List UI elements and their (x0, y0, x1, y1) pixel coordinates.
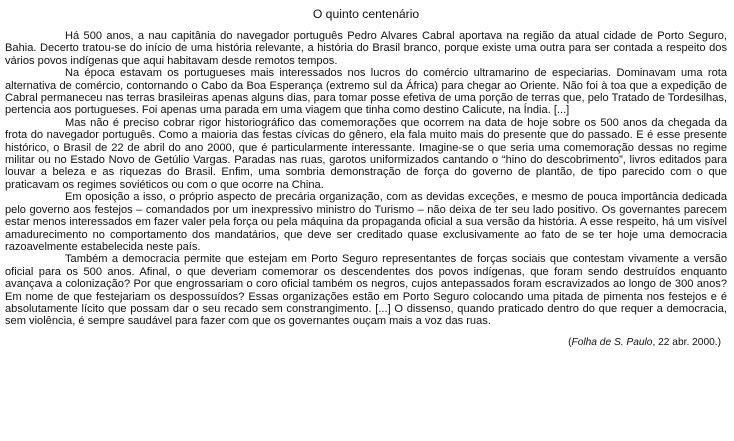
paragraph: Também a democracia permite que estejam em Porto Seguro representantes de forças sociais que contestam vivamente a versão oficial para os 500 anos. Afinal, o que deveriam comemorar os descendentes dos povos indígenas, que foram sendo destruídos enquanto avançava a colonização? Por que engrossariam o coro oficial também os negros, cujos antepassados foram escravizados ao longo de 300 anos? Em nome de que festejariam os despossuídos? Essas organizações estão em Porto Seguro colocando uma pitada de pimenta nos festejos e é absolutamente lícito que possam dar o seu recado sem constrangimento. [...] O dissenso, quando praticado dentro do que requer a democracia, sem violência, é sempre saudável para fazer com que os governantes ouçam mais a voz das ruas. (5, 253, 727, 328)
article (5, 6, 727, 349)
source-citation: (Folha de S. Paulo, 22 abr. 2000.) (568, 336, 721, 348)
article-source (5, 336, 727, 349)
paragraph: Na época estavam os portugueses mais interessados nos lucros do comércio ultramarino de especiarias. Dominavam uma rota alternativa de comércio, contornando o Cabo da Boa Esperança (extremo sul da África) para chegar ao Oriente. Não foi à toa que a expedição de Cabral permaneceu nas terras brasileiras apenas alguns dias, para tomar posse efetiva de uma porção de terras que, pelo Tratado de Tordesilhas, pertencia aos portugueses. Foi apenas uma parada em uma viagem que tinha como destino Calicute, na Índia. [...] (5, 67, 727, 117)
paragraph: Mas não é preciso cobrar rigor historiográfico das comemorações que ocorrem na data de hoje sobre os 500 anos da chegada da frota do navegador português. Como a maioria das festas cívicas do gênero, ela fala muito mais do presente que do passado. E é esse presente histórico, o Brasil de 22 de abril do ano 2000, que é particularmente interessante. Imagine-se o que seria uma comemoração dessas no regime militar ou no Estado Novo de Getúlio Vargas. Paradas nas ruas, garotos uniformizados cantando o “hino do descobrimento”, livros editados para louvar a beleza e as riquezas do Brasil. Enfim, uma sombria demonstração de força do governo de plantão, de tipo parecido com o que praticavam os regimes soviéticos ou com o que ocorre na China. (5, 116, 727, 191)
paragraph: Há 500 anos, a nau capitânia do navegador português Pedro Alvares Cabral aportava na região da atual cidade de Porto Seguro, Bahia. Decerto tratou-se do início de uma história relevante, a história do Brasil branco, porque existe uma outra para ser contada a respeito dos vários povos indígenas que aqui habitavam desde remotos tempos. (5, 30, 727, 67)
paragraph: Em oposição a isso, o próprio aspecto de precária organização, com as devidas exceções, e mesmo de pouca importância dedicada pelo governo aos festejos – comandados por um inexpressivo ministro do Turismo – não deixa de ter seu lado positivo. Os governantes parecem estar menos interessados em fazer valer pela força ou pela máquina da propaganda oficial a sua versão da história. A esse respeito, há um visível amadurecimento no comportamento dos mandatários, que deve ser creditado quase exclusivamente ao fato de se ter hoje uma democracia razoavelmente estabelecida neste país. (5, 191, 727, 253)
article-title: O quinto centenário (312, 7, 420, 21)
article-body (5, 30, 727, 328)
